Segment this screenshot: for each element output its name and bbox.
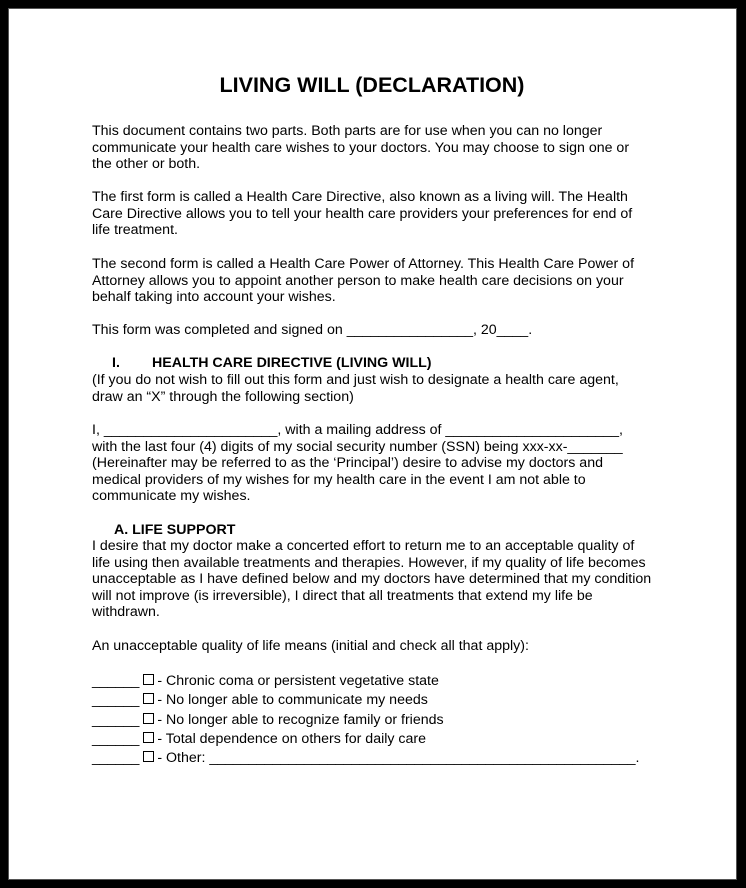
checkbox-icon[interactable] [143,693,154,704]
option-label: - No longer able to communicate my needs [157,692,428,708]
initial-blank[interactable]: ______ [92,692,140,708]
section-1-heading [92,355,652,372]
checkbox-icon[interactable] [143,732,154,743]
intro-paragraph-3: The second form is called a Health Care Power of Attorney. This Health Care Power of Attorney allows you to appoint another person to make health care decisions on your behalf taking into account your wishes. [92,256,635,306]
document-page [8,8,737,880]
option-other [92,750,652,767]
unacceptable-quality-intro: An unacceptable quality of life means (initial and check all that apply): [92,638,529,654]
option-label: - Chronic coma or persistent vegetative state [157,673,439,689]
option-label: - No longer able to recognize family or friends [157,712,444,728]
option-chronic-coma [92,673,652,690]
intro-paragraph-1: This document contains two parts. Both parts are for use when you can no longer communicate your health care wishes to your doctors. You may choose to sign one or the other or both. [92,123,630,173]
completion-date-line: This form was completed and signed on ________________, 20____. [92,322,533,338]
option-total-dependence [92,731,652,748]
option-label: - Total dependence on others for daily care [157,731,427,747]
option-label: - Other: ______________________________________________________. [157,750,640,766]
section-1-number: I. [112,355,120,371]
checkbox-icon[interactable] [143,713,154,724]
initial-blank[interactable]: ______ [92,712,140,728]
initial-blank[interactable]: ______ [92,673,140,689]
option-recognize-family [92,712,652,729]
initial-blank[interactable]: ______ [92,750,140,766]
document-title: LIVING WILL (DECLARATION) [219,73,525,97]
life-support-heading: A. LIFE SUPPORT [114,522,236,538]
initial-blank[interactable]: ______ [92,731,140,747]
principal-paragraph: I, ______________________, with a mailing address of ______________________, with the last four (4) digits of my social security number (SSN) being xxx-xx-_______ (Hereinafter may be referred to as the ‘Principal’) desire to advise my doctors and medical providers of my wishes for my health care in the event I am not able to communicate my wishes. [92,422,623,505]
checkbox-icon[interactable] [143,674,154,685]
checkbox-icon[interactable] [143,751,154,762]
life-support-body: I desire that my doctor make a concerted effort to return me to an acceptable quality of life using then available treatments and therapies. However, if my quality of life becomes unacceptable as I have defined below and my doctors have determined that my condition will not improve (is irreversible), I direct that all treatments that extend my life be withdrawn. [92,538,652,621]
intro-paragraph-2: The first form is called a Health Care Directive, also known as a living will. The Health Care Directive allows you to tell your health care providers your preferences for end of life treatment. [92,189,633,239]
option-communicate-needs [92,692,652,709]
section-1-title: HEALTH CARE DIRECTIVE (LIVING WILL) [152,355,432,371]
section-1-note: (If you do not wish to fill out this form and just wish to designate a health care agent, draw an “X” through the following section) [92,372,619,405]
